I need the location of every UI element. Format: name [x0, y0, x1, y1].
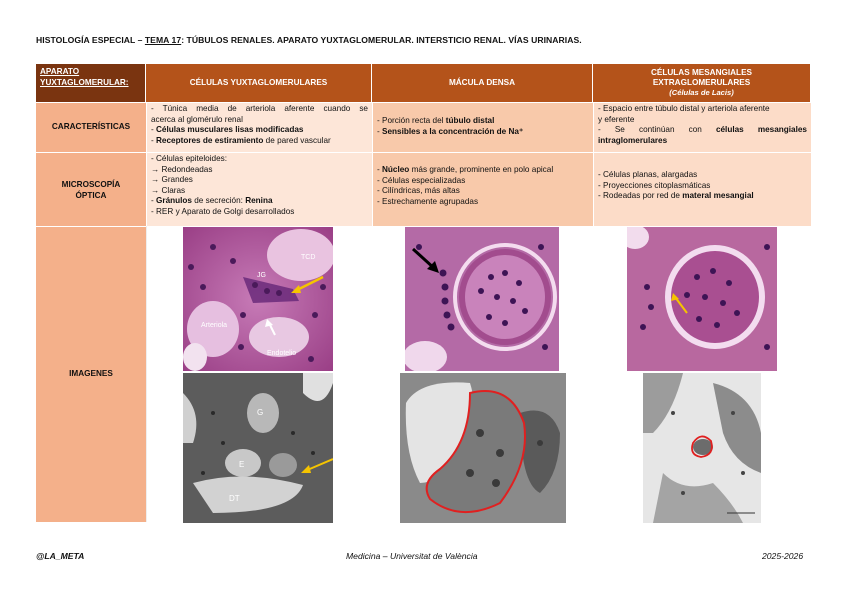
label-tcd: TCD: [301, 254, 316, 261]
footer-center: Medicina – Universitat de València: [346, 551, 478, 561]
row-label-imagenes: IMAGENES: [36, 226, 146, 522]
cell-caracteristicas-macula-densa: - Porción recta del túbulo distal - Sensibles a la concentración de Na⁺: [372, 102, 593, 152]
header-macula-densa: MÁCULA DENSA: [372, 64, 593, 102]
cell-microscopia-yuxtaglomerulares: - Células epiteloides: → Redondeadas → Grandes → Claras - Gránulos de secreción: Renina - RER y Aparato de Golgi desarrollados: [146, 152, 372, 226]
cell-caracteristicas-mesangiales: - Espacio entre túbulo distal y arteriola aferente y eferente - Se continúan con células mesangiales intraglomerulares: [593, 102, 811, 152]
he-image-mesangial-cells: [627, 227, 777, 371]
header-celulas-yuxtaglomerulares: CÉLULAS YUXTAGLOMERULARES: [146, 64, 372, 102]
cell-microscopia-macula-densa: - Núcleo más grande, prominente en polo apical - Células especializadas - Cilíndricas, más altas - Estrechamente agrupadas: [372, 152, 593, 226]
cell-caracteristicas-yuxtaglomerulares: - Túnica media de arteriola aferente cuando se acerca al glomérulo renal - Células musculares lisas modificadas - Receptores de estiramiento de pared vascular: [146, 102, 372, 152]
label-g: G: [257, 408, 264, 417]
label-dt: DT: [229, 494, 240, 503]
cell-microscopia-mesangiales: - Células planas, alargadas - Proyecciones citoplasmáticas - Rodeadas por red de materal mesangial: [593, 152, 811, 226]
footer-year: 2025-2026: [762, 551, 804, 561]
he-image-macula-densa: [405, 227, 559, 371]
tema-label: TEMA 17: [144, 35, 182, 45]
he-image-juxtaglomerular-cells: [183, 227, 333, 371]
label-arteriola: Arteriola: [201, 322, 228, 329]
label-e: E: [239, 460, 245, 469]
em-image-mesangial: [643, 373, 761, 523]
row-label-caracteristicas: CARACTERÍSTICAS: [36, 102, 146, 152]
document-title: HISTOLOGÍA ESPECIAL – TEMA 17: TÚBULOS RENALES. APARATO YUXTAGLOMERULAR. INTERSTICIO RENAL. VÍAS URINARIAS.: [36, 35, 582, 45]
em-image-juxtaglomerular: [183, 373, 333, 523]
label-jg: JG: [257, 272, 266, 279]
row-label-microscopia-optica: MICROSCOPÍA ÓPTICA: [36, 152, 146, 226]
em-image-macula-densa: [400, 373, 566, 523]
label-endotelio: Endotelio: [267, 350, 297, 357]
header-celulas-mesangiales: CÉLULAS MESANGIALES EXTRAGLOMERULARES (Células de Lacis): [593, 64, 811, 102]
footer-author: @LA_META: [36, 551, 85, 561]
table-corner-label: APARATO YUXTAGLOMERULAR:: [36, 64, 146, 102]
